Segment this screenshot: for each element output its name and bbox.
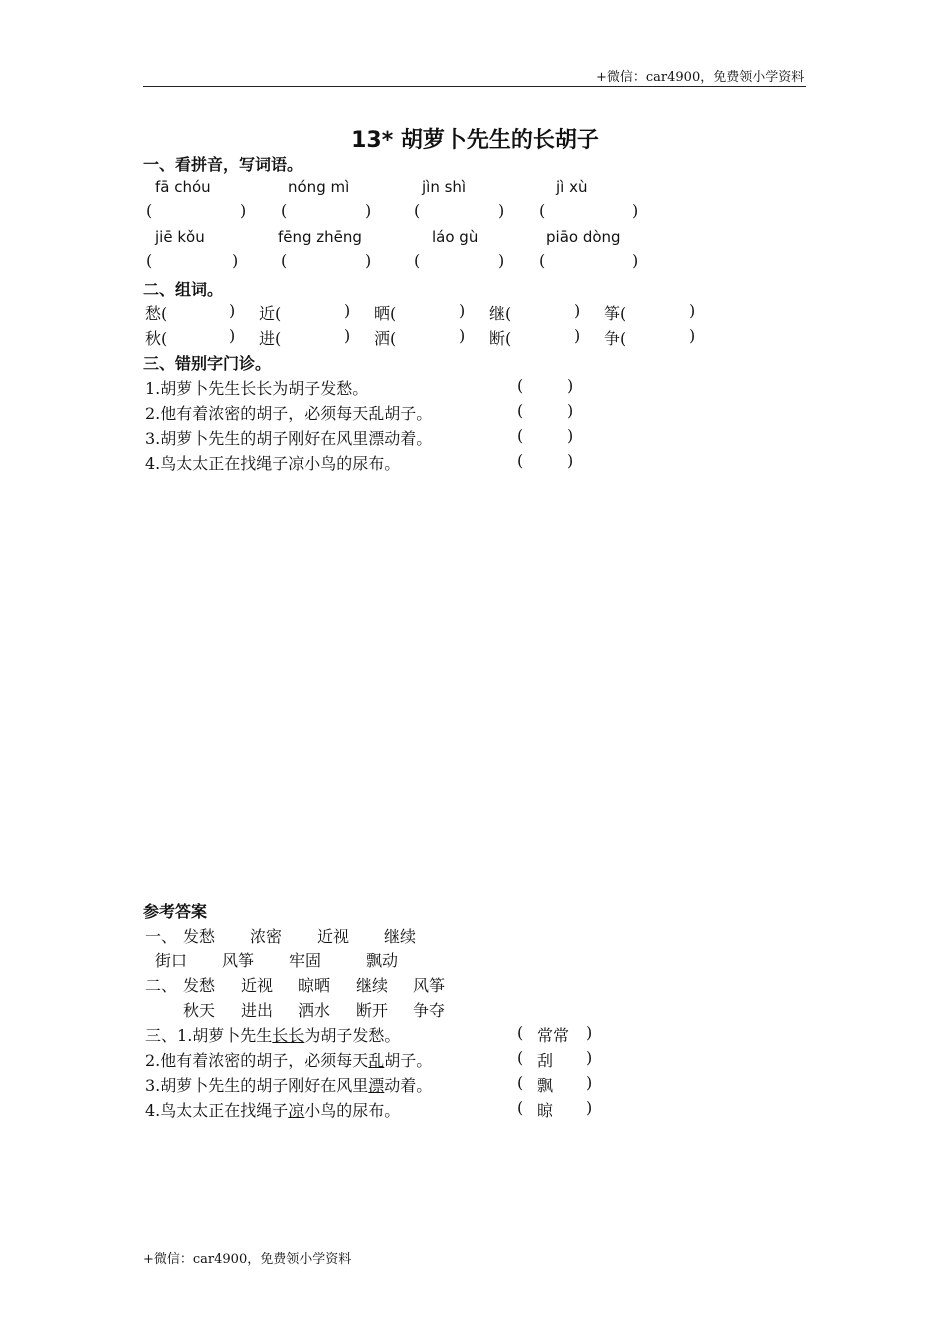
answer-blank-open: (	[146, 251, 153, 270]
answer-word: 洒水	[298, 1001, 331, 1020]
word-close: )	[229, 326, 236, 345]
answer-correction-line: 2.他有着浓密的胡子，必须每天乱胡子。	[145, 1051, 433, 1070]
answer-blank-open: (	[414, 201, 421, 220]
bracket-open: (	[517, 426, 524, 445]
answer-word: 近视	[317, 927, 350, 946]
word-close: )	[689, 301, 696, 320]
bracket-close: )	[586, 1048, 593, 1067]
answer-blank-open: (	[414, 251, 421, 270]
answer-word: 断开	[356, 1001, 389, 1020]
answer-word: 风筝	[222, 951, 255, 970]
answer-word: 发愁	[183, 927, 216, 946]
answer-word: 飘动	[366, 951, 399, 970]
word-prompt: 断(	[489, 329, 512, 348]
footer-note: +微信：car4900，免费领小学资料	[143, 1252, 352, 1267]
pinyin-item: fēng zhēng	[278, 228, 362, 246]
wrong-char: 乱	[368, 1051, 385, 1070]
answer-word: 浓密	[250, 927, 283, 946]
corrected-char: 飘	[537, 1076, 554, 1095]
answer-word: 晾晒	[298, 976, 331, 995]
correction-item: 2.他有着浓密的胡子，必须每天乱胡子。	[145, 404, 433, 423]
pinyin-item: piāo dòng	[546, 228, 621, 246]
word-close: )	[574, 326, 581, 345]
word-prompt: 争(	[604, 329, 627, 348]
answer-word: 争夺	[413, 1001, 446, 1020]
answer-blank-open: (	[539, 251, 546, 270]
bracket-open: (	[517, 401, 524, 420]
answer-blank-close: )	[498, 201, 505, 220]
corrected-char: 晾	[537, 1101, 554, 1120]
page-title: 13* 胡萝卜先生的长胡子	[351, 128, 599, 153]
answer-blank-close: )	[632, 251, 639, 270]
correction-item: 4.鸟太太正在找绳子凉小鸟的尿布。	[145, 454, 401, 473]
word-close: )	[689, 326, 696, 345]
answer-blank-close: )	[240, 201, 247, 220]
answers-s3-prefix: 三、	[145, 1026, 178, 1045]
bracket-open: (	[517, 1073, 524, 1092]
word-close: )	[344, 301, 351, 320]
answer-blank-close: )	[365, 201, 372, 220]
answer-blank-open: (	[146, 201, 153, 220]
answers-s1-prefix: 一、	[145, 927, 178, 946]
answer-blank-close: )	[632, 201, 639, 220]
corrected-char: 常常	[537, 1026, 570, 1045]
answer-word: 牢固	[289, 951, 322, 970]
pinyin-item: jì xù	[556, 178, 588, 196]
answer-word: 街口	[155, 951, 188, 970]
bracket-open: (	[517, 451, 524, 470]
section1-heading: 一、看拼音，写词语。	[143, 155, 304, 174]
answers-heading: 参考答案	[143, 902, 208, 921]
word-close: )	[229, 301, 236, 320]
word-prompt: 晒(	[374, 304, 397, 323]
answer-blank-open: (	[281, 201, 288, 220]
answer-word: 近视	[241, 976, 274, 995]
answer-blank-open: (	[281, 251, 288, 270]
answers-s2-prefix: 二、	[145, 976, 178, 995]
correction-item: 3.胡萝卜先生的胡子刚好在风里漂动着。	[145, 429, 433, 448]
pinyin-item: fā chóu	[155, 178, 211, 196]
bracket-close: )	[586, 1098, 593, 1117]
word-prompt: 近(	[259, 304, 282, 323]
word-prompt: 进(	[259, 329, 282, 348]
word-close: )	[344, 326, 351, 345]
word-close: )	[574, 301, 581, 320]
pinyin-item: nóng mì	[288, 178, 350, 196]
bracket-open: (	[517, 1023, 524, 1042]
answer-word: 进出	[241, 1001, 274, 1020]
pinyin-item: jìn shì	[422, 178, 467, 196]
word-prompt: 愁(	[145, 304, 168, 323]
word-close: )	[459, 301, 466, 320]
answer-correction-line: 3.胡萝卜先生的胡子刚好在风里漂动着。	[145, 1076, 433, 1095]
section2-heading: 二、组词。	[143, 280, 224, 299]
answer-correction-line: 4.鸟太太正在找绳子凉小鸟的尿布。	[145, 1101, 401, 1120]
word-prompt: 筝(	[604, 304, 627, 323]
answer-blank-close: )	[232, 251, 239, 270]
answer-blank-open: (	[539, 201, 546, 220]
bracket-close: )	[567, 451, 574, 470]
wrong-char: 漂	[368, 1076, 385, 1095]
header-note: +微信：car4900，免费领小学资料	[596, 70, 805, 85]
corrected-char: 刮	[537, 1051, 554, 1070]
answer-word: 风筝	[413, 976, 446, 995]
word-prompt: 洒(	[374, 329, 397, 348]
wrong-char: 长长	[272, 1026, 305, 1045]
pinyin-item: láo gù	[432, 228, 479, 246]
bracket-open: (	[517, 1048, 524, 1067]
bracket-close: )	[567, 376, 574, 395]
word-prompt: 秋(	[145, 329, 168, 348]
word-close: )	[459, 326, 466, 345]
answer-word: 继续	[384, 927, 417, 946]
answer-blank-close: )	[365, 251, 372, 270]
answer-word: 秋天	[183, 1001, 216, 1020]
word-prompt: 继(	[489, 304, 512, 323]
answer-blank-close: )	[498, 251, 505, 270]
bracket-close: )	[567, 401, 574, 420]
answer-word: 发愁	[183, 976, 216, 995]
bracket-close: )	[586, 1073, 593, 1092]
bracket-open: (	[517, 376, 524, 395]
bracket-close: )	[567, 426, 574, 445]
wrong-char: 凉	[288, 1101, 305, 1120]
pinyin-item: jiē kǒu	[155, 228, 205, 246]
answer-word: 继续	[356, 976, 389, 995]
correction-item: 1.胡萝卜先生长长为胡子发愁。	[145, 379, 369, 398]
bracket-open: (	[517, 1098, 524, 1117]
header-rule	[143, 86, 806, 87]
answer-correction-line: 三、1.胡萝卜先生长长为胡子发愁。	[145, 1026, 401, 1045]
section3-heading: 三、错别字门诊。	[143, 354, 272, 373]
bracket-close: )	[586, 1023, 593, 1042]
